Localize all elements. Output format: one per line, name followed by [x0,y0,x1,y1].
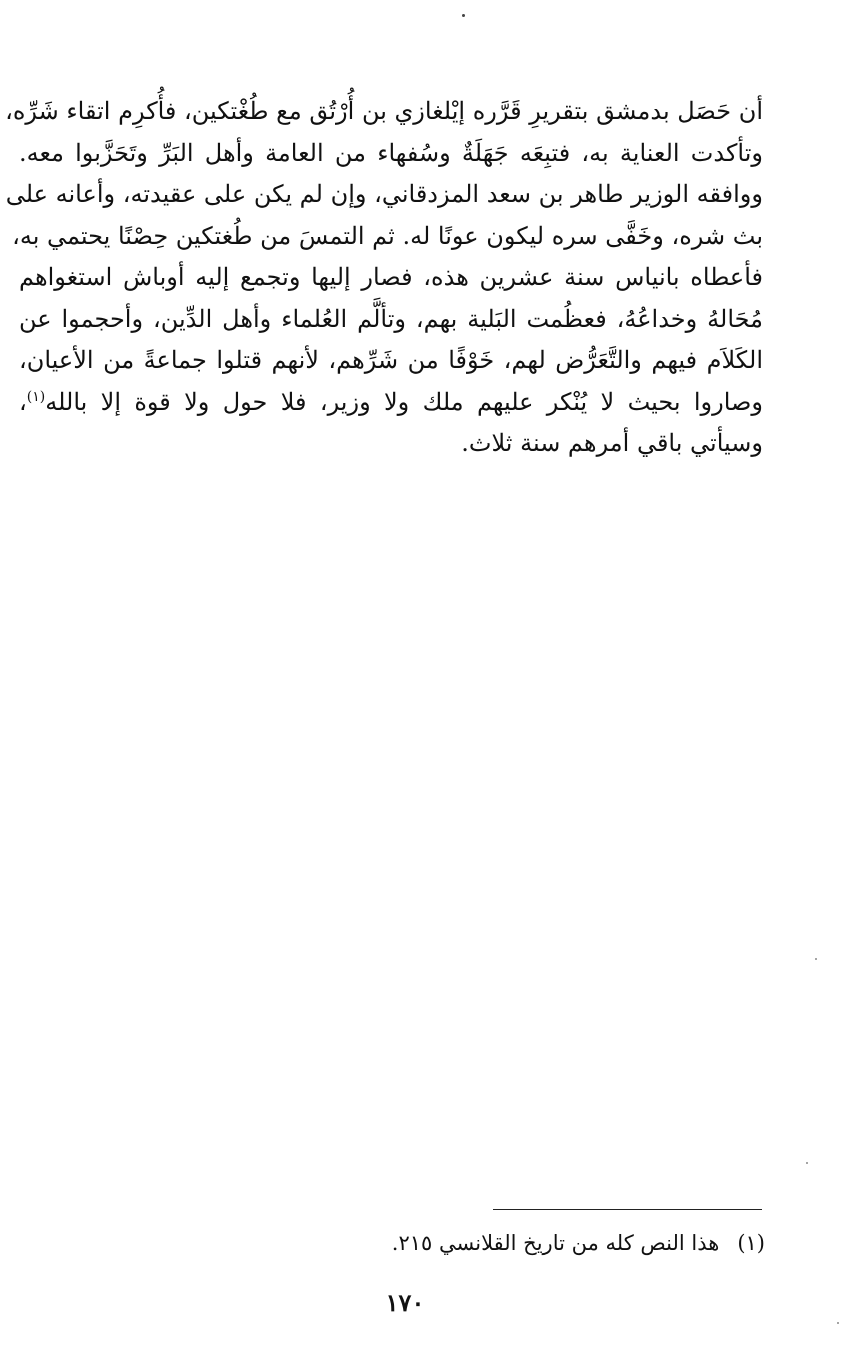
text-line-1: أن حَصَل بدمشق بتقريرِ قَرَّره إيْلغازي بن أُرْتُق مع طُغْتكين، فأُكرِم اتقاء شَرِّه، [5,97,763,125]
scan-speck [806,1162,808,1164]
scan-speck [837,1322,839,1324]
text-line-7: الكَلاَم فيهم والتَّعَرُّض لهم، خَوْفًا من شَرِّهم، لأنهم قتلوا جماعةً من الأعيان، [19,346,763,374]
top-margin-mark [462,14,465,17]
main-text-block [5,91,763,465]
text-line-2: وتأكدت العناية به، فتبِعَه جَهَلَةٌ وسُفهاء من العامة وأهل البَرِّ وتَحَزَّبوا معه. [19,138,763,167]
text-line-9: وسيأتي باقي أمرهم سنة ثلاث. [461,429,763,457]
scan-speck [815,958,817,960]
page-number: ١٧٠ [385,1288,425,1317]
footnote-divider [493,1209,762,1210]
text-line-3: ووافقه الوزير طاهر بن سعد المزدقاني، وإن لم يكن على عقيدته، وأعانه على [5,180,763,208]
text-line-8-tail: ، [19,387,27,416]
text-line-4: بث شره، وخَفَّى سره ليكون عونًا له. ثم التمسَ من طُغتكين حِصْنًا يحتمي به، [12,221,763,250]
footnote-marker: (١) [737,1231,765,1255]
footnote [392,1228,765,1258]
text-line-8-content: وصاروا بحيث لا يُنْكر عليهم ملك ولا وزير، فلا حول ولا قوة إلا بالله [45,387,763,416]
footnote-reference[interactable]: (١) [26,388,46,405]
text-line-6: مُحَالهُ وخداعُهُ، فعظُمت البَلية بهم، وتألَّم العُلماء وأهل الدِّين، وأحجموا عن [19,304,763,333]
text-line-8 [19,382,763,424]
footnote-text: هذا النص كله من تاريخ القلانسي ٢١٥. [391,1231,720,1255]
text-line-5: فأعطاه بانياس سنة عشرين هذه، فصار إليها وتجمع إليه أوباش استغواهم [19,263,763,291]
